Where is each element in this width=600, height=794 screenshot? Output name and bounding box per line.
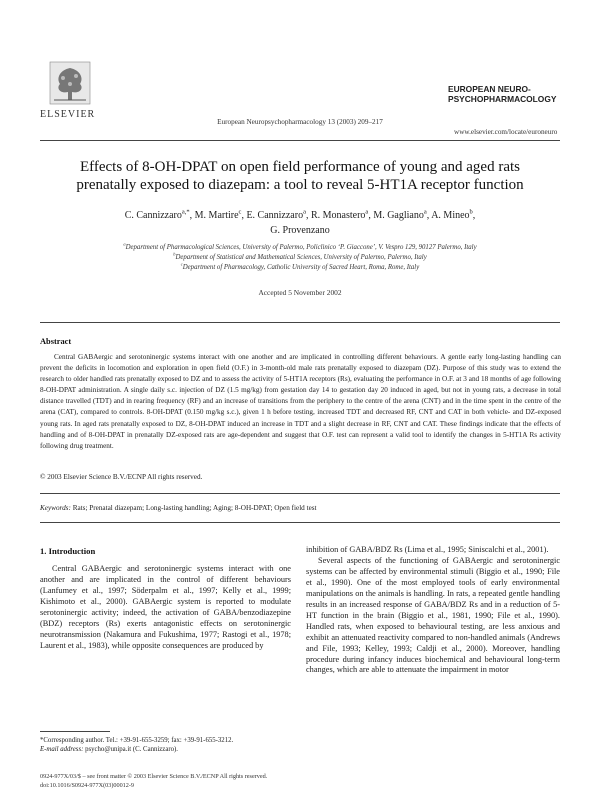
author-affiliation-mark: c	[238, 208, 242, 216]
author-name: C. Cannizzaro	[124, 210, 182, 221]
intro-paragraph-1-cont: inhibition of GABA/BDZ Rs (Lima et al., 1995; Siniscalchi et al., 2001).	[306, 545, 549, 554]
elsevier-tree-logo	[48, 60, 92, 106]
journal-brand-line2: PSYCHOPHARMACOLOGY	[448, 94, 557, 104]
title-line2: prenatally exposed to diazepam: a tool to reveal 5-HT1A receptor function	[76, 177, 524, 193]
keywords	[40, 504, 317, 512]
affiliation-c: $^c$Department of Pharmacology, Catholic University of Sacred Heart, Roma, Rome, Italy	[180, 261, 420, 271]
author-affiliation-mark: a,*	[181, 208, 190, 216]
abstract-top-rule	[40, 322, 560, 323]
keywords-rule	[40, 493, 560, 494]
keywords-text: Rats; Prenatal diazepam; Long-lasting handling; Aging; 8-OH-DPAT; Open field test	[72, 504, 317, 512]
intro-paragraph-2: Several aspects of the functioning of GABAergic and serotoninergic systems can be affected by environmental stimuli (Biggio et al., 1990; File et al., 1990). One of the most employed tools of early environmental manipulations on the animals is handling. In rats, a repeated gentle handling results in an increased response of GABA/BDZ Rs and in a reduction of 5-HT function in the brain (Biggio et al., 1981, 1990; File et al., 1990). Handled rats, when exposed to behavioural testing, are less anxious and exhibit an attenuated reactivity compared to non-handled animals (Andrews and File, 1993; Kelley, 1993; Caldji et al., 2000). Moreover, handling procedure during infancy induces biochemical and behavioural long-term changes, which are able to attenuate the impairment in motor	[306, 555, 560, 675]
footnote-rule	[40, 731, 110, 732]
author-list	[40, 208, 560, 238]
doi-line: doi:10.1016/S0924-977X(03)00012-9	[40, 782, 135, 789]
author-affiliation-mark: b	[469, 208, 473, 216]
bottom-note	[40, 772, 267, 790]
abstract-paragraph: Central GABAergic and serotoninergic systems interact with one another and are implicated in controlling different behaviours. A gentle early long-lasting handling can prevent the deficits in locomotion and exploration in open field (O.F.) in 3-month-old male rats prenatally exposed to diazepam (DZ). Purpose of this study was to extend the research to older handled rats prenatally exposed to DZ and to assess the activity of 5-HT1A receptors (Rs), evaluating the performance in O.F. at 3 and 18 months of age following 8-OH-DPAT administration. A single daily s.c. injection of DZ (1.5 mg/kg) from gestation day 14 to gestation day 20 induced in aged, but not in young rats, a decrease in total distance travelled (TDT) and in rearing frequency (RF) and an increase of transitions from the periphery to the centre of the arena (CNT) and in the time spent in the centre of the arena (CAT), compared to controls. 8-OH-DPAT (0.150 mg/kg s.c.), given 1 h before testing, increased TDT and decreased RF, CNT and CAT in both vehicle- and DZ-exposed young rats. In aged rats prenatally exposed to DZ, 8-OH-DPAT induced an increase in TDT and a slight decrease in RF, CNT and CAT. These findings indicate that the effects of handling and of 8-OH-DPAT in prenatally DZ-exposed rats are age-dependent and suggest that O.F. test can represent a valid tool to identify the changes in 5-HT1A Rs activity following drug treatment.	[40, 353, 561, 450]
affiliation-b: $^b$Department of Statistical and Mathematical Sciences, University of Palermo, Palermo, Italy	[173, 251, 427, 261]
last-author: G. Provenzano	[270, 225, 330, 236]
author-name: A. Mineo	[431, 210, 470, 221]
journal-brand	[448, 84, 556, 104]
affiliation-a: $^a$Department of Pharmacological Sciences, University of Palermo, Policlinico ‘P. Giaccone’, V. Vespro 129, 90127 Palermo, Italy	[123, 241, 477, 251]
footnote	[40, 736, 295, 754]
article-title	[30, 158, 570, 194]
author-name: R. Monastero	[310, 210, 366, 221]
journal-url[interactable]: www.elsevier.com/locate/euroneuro	[454, 128, 558, 136]
author-name: M. Martire	[194, 210, 239, 221]
left-column	[40, 564, 291, 652]
author-name: M. Gagliano	[373, 210, 424, 221]
section-heading-introduction: 1. Introduction	[40, 546, 96, 556]
author-line: C. Cannizzaro$^{a,*}$, M. Martire$^c$, E. Cannizzaro$^a$, R. Monastero$^a$, M. Gagliano$^a$, A. Mineo$^b$,	[124, 208, 476, 221]
title-line1: Effects of 8-OH-DPAT on open field performance of young and aged rats	[79, 159, 521, 175]
email-label: E-mail address:	[40, 746, 84, 753]
author-affiliation-mark: a	[423, 208, 427, 216]
abstract-body	[40, 352, 561, 452]
author-affiliation-mark: a	[303, 208, 306, 216]
author-name: E. Cannizzaro	[246, 210, 304, 221]
corresponding-author-note: *Corresponding author. Tel.: +39-91-655-3259; fax: +39-91-655-3212.	[40, 737, 234, 744]
intro-paragraph-1: Central GABAergic and serotoninergic systems interact with one another and are implicated in the control of different behaviours (Lanfumey et al., 1997; Söderpalm et al., 1997; Kelly et al., 1999; Kishimoto et al., 2000). GABAergic system is reported to modulate serotoninergic activity; indeed, the activation of GABA/benzodiazepine (BDZ) receptors (Rs) exerts antagonistic effects on serotoninergic neurotransmission (Nakamura and Fukushima, 1977; Rastogi et al., 1978; Laurent et al., 1983), while opposite consequences are produced by	[40, 564, 291, 650]
journal-brand-line1: EUROPEAN NEURO-	[448, 84, 531, 94]
accepted-date: Accepted 5 November 2002	[258, 288, 342, 297]
header-rule	[40, 140, 560, 141]
journal-citation: European Neuropsychopharmacology 13 (2003) 209–217	[217, 118, 383, 126]
issn-line: 0924-977X/03/$ – see front matter © 2003 Elsevier Science B.V./ECNP All rights reserved.	[40, 773, 268, 780]
email-note	[40, 745, 295, 754]
body-top-rule	[40, 522, 560, 523]
abstract-copyright: © 2003 Elsevier Science B.V./ECNP All rights reserved.	[40, 473, 203, 481]
keywords-label: Keywords:	[40, 504, 71, 512]
author-affiliation-mark: a	[365, 208, 369, 216]
right-column	[306, 545, 560, 676]
abstract-heading: Abstract	[40, 337, 72, 346]
email-address[interactable]: psycho@unipa.it (C. Cannizzaro).	[85, 746, 178, 753]
publisher-name: ELSEVIER	[40, 109, 96, 120]
